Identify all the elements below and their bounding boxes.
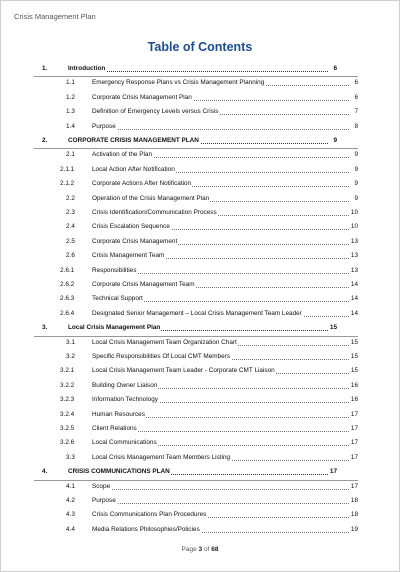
toc-entry-title: Crisis Identification/Communication Process [92,209,217,216]
toc-entry-number: 3.2.1 [60,367,75,375]
toc-entry-number: 2.3 [66,209,75,216]
toc-entry-number: 2.4 [66,223,75,231]
toc-entry-title: Scope [92,482,111,490]
toc-entry-number: 1.4 [66,122,75,130]
toc-page-number: 9 [354,180,358,188]
toc-entry-title: Information Technology [92,396,158,404]
toc-entry[interactable] [0,105,400,119]
toc-entry-number: 3.2.5 [60,425,75,432]
toc-page-number: 17 [350,410,358,418]
toc-entry[interactable] [0,408,400,422]
toc-entry-number: 2.1.2 [60,180,75,188]
toc-entry[interactable] [0,321,400,335]
toc-entry[interactable] [0,465,400,479]
toc-entry-title: Local Crisis Management Team Organization Chart [92,338,237,346]
toc-page-number: 13 [350,237,358,245]
toc-entry[interactable] [0,91,400,105]
toc-page-number: 18 [350,497,358,504]
toc-entry-title: Corporate Crisis Management Plan [92,93,192,101]
toc-page-number: 6 [354,93,358,101]
toc-entry[interactable] [0,393,400,407]
footer-middle: of [202,546,212,553]
toc-page-number: 14 [350,309,358,317]
toc-entry[interactable] [0,336,400,350]
toc-entry-number: 1.3 [66,108,75,116]
toc-page-number: 6 [354,79,358,87]
toc-page-number: 8 [354,122,358,130]
toc-entry-title: Operation of the Crisis Management Plan [92,194,210,202]
toc-entry-number: 4.2 [66,497,75,504]
toc-page-number: 9 [354,151,358,159]
toc-entry-number: 3.1 [66,338,75,346]
toc-entry[interactable] [0,350,400,364]
toc-entry[interactable] [0,163,400,177]
toc-page-number: 17 [350,453,358,461]
toc-page-number: 6 [333,65,337,72]
toc-entry-number: 1.1 [66,79,75,87]
toc-entry[interactable] [0,508,400,522]
toc-entry-number: 3.2.3 [60,396,75,404]
toc-entry[interactable] [0,192,400,206]
toc-entry-title: Activation of the Plan [92,151,153,159]
toc-entry-number: 4. [42,468,48,476]
toc-entry[interactable] [0,134,400,148]
toc-entry-number: 2.5 [66,237,75,245]
toc-entry-number: 3. [42,324,48,332]
toc-entry[interactable] [0,220,400,234]
toc-entry-title: Purpose [92,497,116,504]
toc-entry-number: 4.4 [66,525,75,533]
toc-entry-title: CRISIS COMMUNICATIONS PLAN [68,468,170,476]
toc-entry[interactable] [0,480,400,494]
page-title: Table of Contents [147,40,253,54]
toc-entry-number: 2.6.2 [60,281,75,288]
page-footer [0,546,400,553]
toc-entry-title: Human Resources [92,410,145,418]
toc-page-number: 7 [354,108,358,116]
toc-entry-number: 3.2.4 [60,410,75,418]
toc-page-number: 10 [350,209,358,216]
toc-entry[interactable] [0,76,400,90]
toc-entry-title: Local Communications [92,439,157,447]
toc-entry-title: Building Owner Liaison [92,381,158,389]
toc-entry[interactable] [0,206,400,220]
toc-entry[interactable] [0,422,400,436]
toc-entry-number: 2.1.1 [60,165,75,173]
toc-entry-number: 2.6.1 [60,266,75,274]
toc-entry-number: 3.3 [66,453,75,461]
toc-entry-title: CORPORATE CRISIS MANAGEMENT PLAN [68,137,199,144]
toc-entry[interactable] [0,379,400,393]
toc-entry-title: Local Crisis Management Team Leader - Corporate CMT Liaison [92,367,275,375]
toc-entry-title: Local Crisis Management Team Members Listing [92,453,231,461]
total-page-count: 68 [211,546,219,553]
toc-entry-title: Local Action After Notification [92,165,175,173]
toc-entry-number: 3.2.6 [60,439,75,447]
toc-entry[interactable] [0,148,400,162]
toc-page-number: 16 [350,396,358,404]
toc-entry-number: 2.1 [66,151,75,159]
toc-page-number: 14 [350,281,358,288]
toc-page-number: 9 [354,165,358,173]
toc-entry-title: Definition of Emergency Levels versus Crisis [92,108,219,116]
toc-entry-title: Media Relations Philosophies/Policies [92,525,200,533]
toc-entry-title: Emergency Response Plans vs Crisis Management Planning [92,79,265,87]
toc-entry-title: Introduction [68,65,106,72]
toc-page-number: 15 [329,324,337,332]
toc-entry[interactable] [0,436,400,450]
running-header: Crisis Management Plan [14,12,96,21]
toc-page-number: 18 [350,511,358,519]
toc-entry-title: Crisis Escalation Sequence [92,223,170,231]
toc-entry-number: 1. [42,65,48,72]
toc-page-number: 17 [350,482,358,490]
toc-entry[interactable] [0,249,400,263]
toc-page-number: 17 [329,468,337,476]
toc-page-number: 17 [350,425,358,432]
toc-page-number: 17 [350,439,358,447]
toc-page-number: 15 [350,338,358,346]
toc-entry-number: 2.6 [66,252,75,260]
toc-page-number: 13 [350,266,358,274]
toc-entry[interactable] [0,62,400,76]
toc-entry[interactable] [0,364,400,378]
toc-entry-title: Specific Responsibilities Of Local CMT Members [92,353,231,360]
toc-entry-title: Corporate Actions After Notification [92,180,192,188]
toc-entry-title: Corporate Crisis Management Team [92,281,195,288]
toc-page-number: 15 [350,353,358,360]
toc-page-number: 19 [350,525,358,533]
footer-prefix: Page [181,546,199,553]
toc-entry[interactable] [0,177,400,191]
toc-entry-number: 2.6.4 [60,309,75,317]
toc-page-number: 14 [350,295,358,303]
toc-entry-title: Designated Senior Management – Local Crisis Management Team Leader [92,309,302,317]
toc-entry-number: 2.6.3 [60,295,75,303]
toc-entry-title: Purpose [92,122,116,130]
toc-entry[interactable] [0,235,400,249]
toc-entry-number: 2. [42,137,48,144]
toc-entry-title: Corporate Crisis Management [92,237,178,245]
toc-entry[interactable] [0,264,400,278]
toc-entry[interactable] [0,292,400,306]
toc-entry[interactable] [0,523,400,537]
toc-entry[interactable] [0,451,400,465]
toc-page-number: 9 [354,194,358,202]
toc-entry-title: Crisis Management Team [92,252,165,260]
toc-entry-number: 1.2 [66,93,75,101]
toc-entry[interactable] [0,307,400,321]
toc-page-number: 15 [350,367,358,375]
toc-entry-number: 3.2 [66,353,75,360]
toc-entry-number: 4.1 [66,482,75,490]
toc-entry-title: Client Relations [92,425,137,432]
toc-entry[interactable] [0,278,400,292]
toc-entry-title: Crisis Communications Plan Procedures [92,511,207,519]
toc-entry-title: Responsibilities [92,266,137,274]
toc-page-number: 9 [333,137,337,144]
toc-entry-number: 4.3 [66,511,75,519]
toc-entry-title: Local Crisis Management Plan [68,324,161,332]
toc-entry[interactable] [0,494,400,508]
toc-entry[interactable] [0,120,400,134]
toc-entry-number: 2.2 [66,194,75,202]
toc-entry-title: Technical Support [92,295,143,303]
toc-page-number: 13 [350,252,358,260]
current-page-number: 3 [198,546,203,553]
toc-page-number: 10 [350,223,358,231]
toc-page-number: 16 [350,381,358,389]
toc-entry-number: 3.2.2 [60,381,75,389]
